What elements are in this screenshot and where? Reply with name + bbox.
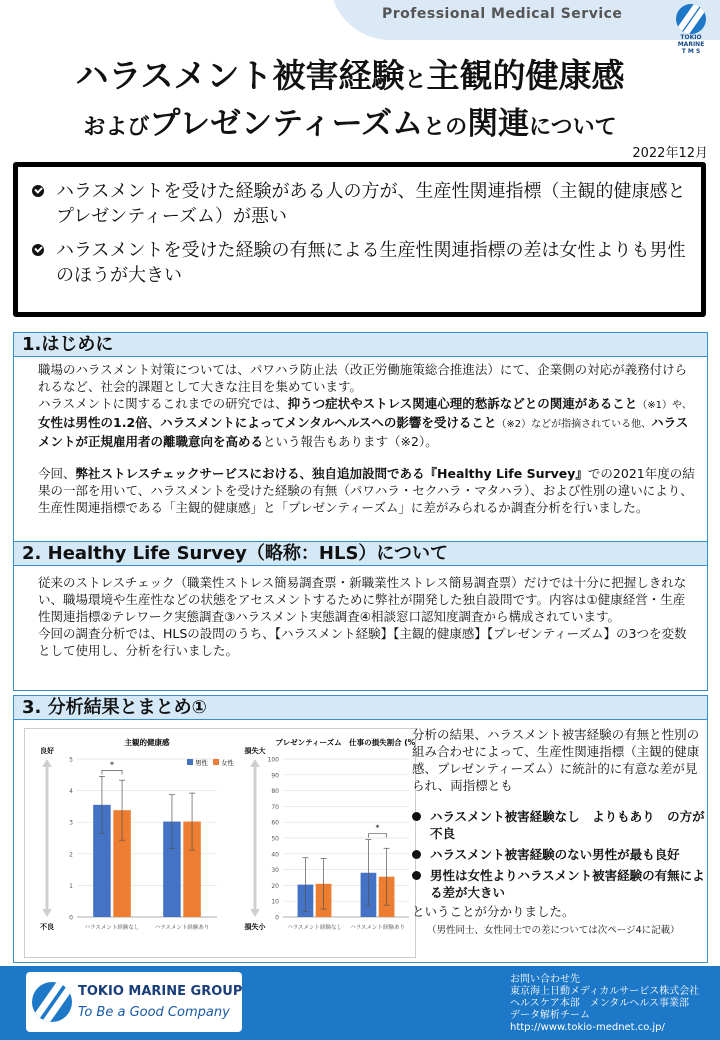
results-outro: ということが分かりました。 (412, 904, 575, 919)
publish-date: 2022年12月 (632, 146, 708, 161)
legend-label: 男性 (195, 759, 208, 767)
y-tick-label: 30 (271, 867, 279, 875)
y-axis-top-label: 損失大 (244, 747, 266, 755)
logo-sub: T M S (681, 48, 701, 55)
summary-item: ハラスメントを受けた経験の有無による生産性関連指標の差は女性よりも男性のほうが大きい (32, 238, 687, 288)
arrow-down-icon (42, 909, 52, 917)
section-heading: 2. Healthy Life Survey（略称：HLS）について (14, 542, 707, 566)
y-tick-label: 70 (271, 803, 279, 811)
y-tick-label: 60 (271, 819, 279, 827)
x-tick-label: ハラスメント経験あり (154, 925, 210, 931)
legend-swatch (213, 759, 219, 765)
y-tick-label: 4 (69, 788, 73, 796)
chart-title: 主観的健康感 (124, 738, 170, 747)
footer-logo (26, 972, 242, 1032)
x-tick-label: ハラスメント経験あり (350, 925, 405, 931)
contact-url[interactable]: http://www.tokio-mednet.co.jp/ (510, 1022, 665, 1033)
arrow-down-icon (250, 909, 260, 917)
result-bullet: ハラスメント被害経験のない男性が最も良好 (412, 846, 707, 863)
section-hls (13, 541, 708, 691)
bar-charts (25, 729, 415, 957)
tagline: Professional Medical Service (382, 6, 623, 22)
y-tick-label: 50 (271, 835, 279, 843)
significance-mark: * (110, 760, 114, 770)
bullet-icon (412, 808, 430, 842)
y-tick-label: 3 (69, 819, 73, 827)
paragraph: 今回、弊社ストレスチェックサービスにおける、独自追加設問である『Healthy Life Survey』での2021年度の結果の一部を用いて、ハラスメントを受けた経験の有無（パワハラ・セクハラ・マタハラ）、および性別の違いにより、生産性関連指標である「主観的健康感」と「プレゼンティーズム」に差がみられるか調査分析を行いました。 (38, 466, 695, 515)
y-tick-label: 10 (271, 898, 279, 906)
result-bullet: ハラスメント被害経験なし よりもあり の方が不良 (412, 808, 707, 842)
page-title-line1: ハラスメント被害経験と主観的健康感 (75, 56, 625, 95)
section-heading: 1.はじめに (14, 333, 707, 357)
section-introduction (13, 332, 708, 542)
paragraph: 従来のストレスチェック（職業性ストレス簡易調査票・新職業性ストレス簡易調査票）だけでは十分に把握しきれない、職場環境や生産性などの状態をアセスメントするために弊社が開発した独自設問です。内容は①健康経営・生産性関連指標②テレワーク実態調査③ハラスメント実態調査④相談窓口認知度調査から構成されています。 (38, 575, 687, 624)
x-tick-label: ハラスメント経験なし (287, 925, 342, 931)
group-slogan: To Be a Good Company (78, 1005, 230, 1020)
footer (0, 966, 720, 1040)
paragraph: 職場のハラスメント対策については、パワハラ防止法（改正労働施策総合推進法）にて、企業側の対応が義務付けられるなど、社会的課題として大きな注目を集めています。 (38, 362, 688, 394)
y-axis-bottom-label: 不良 (40, 923, 54, 931)
x-tick-label: ハラスメント経験なし (84, 925, 140, 931)
page-title-line2: およびプレゼンティーズムとの関連について (83, 106, 617, 142)
results-note: （男性同士、女性同士での差については次ページ4に記載） (427, 925, 680, 936)
significance-bracket (368, 834, 386, 838)
y-tick-label: 100 (267, 756, 279, 764)
y-tick-label: 80 (271, 788, 279, 796)
group-logo-icon (32, 982, 72, 1022)
legend-label: 女性 (221, 759, 234, 767)
chart-title: プレゼンティーズム 仕事の損失割合 (%) (275, 738, 415, 747)
charts-panel (24, 728, 416, 958)
logo-mark-icon (676, 4, 706, 34)
result-bullet: 男性は女性よりハラスメント被害経験の有無による差が大きい (412, 867, 707, 901)
section-results (13, 695, 708, 963)
results-summary (412, 726, 707, 939)
arrow-up-icon (42, 759, 52, 767)
check-circle-icon (32, 238, 56, 288)
summary-box (13, 162, 706, 317)
group-name: TOKIO MARINE GROUP (78, 984, 243, 999)
y-tick-label: 40 (271, 851, 279, 859)
paragraph: ハラスメントに関するこれまでの研究では、抑うつ症状やストレス関連心理的愁訴などとの関連があること（※1）や、女性は男性の1.2倍、ハラスメントによってメンタルヘルスへの影響を受けること（※2）などが指摘されている他、ハラスメントが正規雇用者の離職意向を高めるという報告もあります（※2）。 (38, 396, 692, 449)
contact-info: お問い合わせ先 東京海上日動メディカルサービス株式会社 ヘルスケア本部 メンタルヘルス事業部 データ解析チーム http://www.tokio-mednet.co.jp/ (510, 974, 700, 1033)
y-axis-bottom-label: 損失小 (244, 923, 266, 931)
results-intro: 分析の結果、ハラスメント被害経験の有無と性別の組み合わせによって、生産性関連指標（主観的健康感、プレゼンティーズム）に統計的に有意な差が見られ、両指標とも (412, 727, 700, 793)
y-tick-label: 20 (271, 882, 279, 890)
paragraph: 今回の調査分析では、HLSの設問のうち、【ハラスメント経験】【主観的健康感】【プレゼンティーズム】の3つを変数として使用し、分析を行いました。 (38, 626, 687, 658)
y-tick-label: 1 (69, 882, 73, 890)
section-heading: 3. 分析結果とまとめ① (14, 696, 707, 720)
y-tick-label: 0 (275, 914, 279, 922)
summary-item: ハラスメントを受けた経験がある人の方が、生産性関連指標（主観的健康感とプレゼンティーズム）が悪い (32, 179, 687, 229)
y-tick-label: 90 (271, 772, 279, 780)
y-tick-label: 5 (69, 756, 73, 764)
y-axis-top-label: 良好 (40, 747, 54, 755)
bullet-icon (412, 846, 430, 863)
significance-mark: * (375, 823, 380, 833)
y-tick-label: 2 (69, 851, 73, 859)
arrow-up-icon (250, 759, 260, 767)
bullet-icon (412, 867, 430, 901)
logo-brand: TOKIO MARINE (677, 34, 705, 48)
check-circle-icon (32, 179, 56, 229)
significance-bracket (102, 770, 122, 774)
legend-swatch (187, 759, 193, 765)
company-logo (668, 4, 714, 54)
y-tick-label: 0 (69, 914, 73, 922)
